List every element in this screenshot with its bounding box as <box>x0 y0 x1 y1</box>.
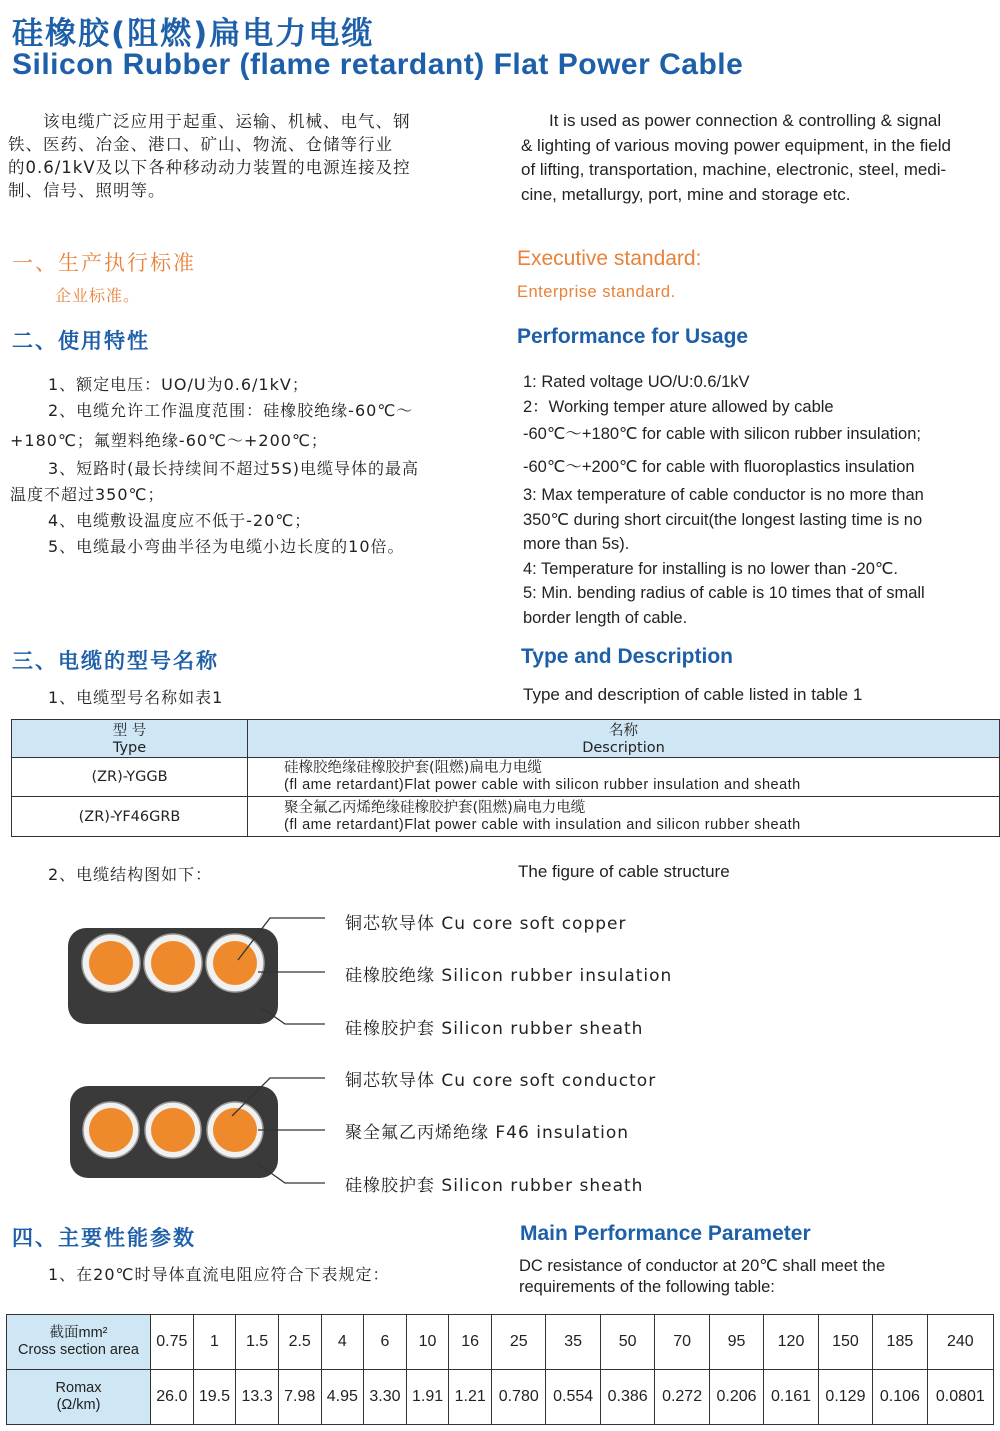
params-heading-cn: 四、主要性能参数 <box>12 1226 196 1250</box>
title-cn: 硅橡胶(阻燃)扁电力电缆 <box>12 16 375 52</box>
section-cell: 150 <box>818 1315 872 1370</box>
desc-cn: 聚全氟乙丙烯绝缘硅橡胶护套(阻燃)扁电力电缆 <box>284 799 586 816</box>
intro-cn-line: 该电缆广泛应用于起重、运输、机械、电气、钢 <box>8 112 411 131</box>
cable-structure-diagram <box>0 890 340 1200</box>
perf-en-line: -60℃～+180℃ for cable with silicon rubber insulation; <box>523 425 921 443</box>
performance-heading-en: Performance for Usage <box>517 325 749 348</box>
type-col-header <box>12 720 248 758</box>
section-cell: 70 <box>655 1315 709 1370</box>
perf-en-line: 1: Rated voltage UO/U:0.6/1kV <box>523 373 750 391</box>
conductor-shape <box>151 1108 195 1152</box>
label-conductor-2: 铜芯软导体 Cu core soft conductor <box>345 1071 657 1091</box>
perf-cn-line: 3、短路时(最长持续间不超过5S)电缆导体的最高 <box>48 459 420 478</box>
conductor-shape <box>151 941 195 985</box>
performance-list-en <box>523 370 999 630</box>
resistance-cell: 0.272 <box>655 1370 709 1425</box>
resistance-cell: 4.95 <box>321 1370 364 1425</box>
resistance-cell: 0.161 <box>764 1370 818 1425</box>
table-row <box>12 758 1000 797</box>
types-heading-cn: 三、电缆的型号名称 <box>12 649 219 673</box>
perf-en-line: 2：Working temper ature allowed by cable <box>523 397 834 416</box>
section-cell: 2.5 <box>278 1315 321 1370</box>
section-cell: 35 <box>546 1315 600 1370</box>
perf-en-line: 350℃ during short circuit(the longest lasting time is no <box>523 510 923 529</box>
desc-en: (fl ame retardant)Flat power cable with silicon rubber insulation and sheath <box>284 777 801 793</box>
label-conductor-1: 铜芯软导体 Cu core soft copper <box>345 914 627 934</box>
intro-cn-line: 铁、医药、冶金、港口、矿山、物流、仓储等行业 <box>8 135 393 154</box>
core-2 <box>144 934 202 992</box>
intro-en <box>521 109 999 207</box>
standard-heading-cn: 一、生产执行标准 <box>12 251 196 275</box>
label-insulation-1: 硅橡胶绝缘 Silicon rubber insulation <box>345 966 673 986</box>
params-sub-en <box>519 1256 885 1298</box>
perf-en-line: 4: Temperature for installing is no lower than -20℃. <box>523 559 898 578</box>
cable-yggb-cross-section <box>68 918 325 1024</box>
desc-cell <box>248 758 1000 797</box>
label-sheath-2: 硅橡胶护套 Silicon rubber sheath <box>345 1176 644 1196</box>
desc-col-header <box>248 720 1000 758</box>
label-sheath-1: 硅橡胶护套 Silicon rubber sheath <box>345 1019 644 1039</box>
sections-label <box>7 1315 151 1370</box>
core-3 <box>207 1102 263 1158</box>
perf-en-line: 5: Min. bending radius of cable is 10 times that of small <box>523 584 925 602</box>
performance-list-cn <box>10 372 490 560</box>
intro-cn-line: 制、信号、照明等。 <box>8 181 166 200</box>
section-cell: 0.75 <box>151 1315 194 1370</box>
standard-text-en: Enterprise standard. <box>517 283 676 301</box>
resistance-table <box>6 1314 994 1425</box>
section-cell: 1.5 <box>236 1315 279 1370</box>
params-sub-cn: 1、在20℃时导体直流电阻应符合下表规定： <box>48 1265 390 1284</box>
types-heading-en: Type and Description <box>521 645 733 668</box>
performance-heading-cn: 二、使用特性 <box>12 329 150 353</box>
perf-cn-line: 1、额定电压：UO/U为0.6/1kV； <box>48 375 309 394</box>
resistance-cell: 1.21 <box>449 1370 492 1425</box>
resistance-cell: 0.0801 <box>927 1370 993 1425</box>
params-sub-en-line: DC resistance of conductor at 20℃ shall meet the <box>519 1257 886 1275</box>
perf-en-line: border length of cable. <box>523 608 688 627</box>
structure-sub-en: The figure of cable structure <box>518 862 730 881</box>
section-cell: 120 <box>764 1315 818 1370</box>
perf-cn-line: 2、电缆允许工作温度范围：硅橡胶绝缘-60℃～ <box>48 401 414 420</box>
cable-yf46grb-cross-section <box>70 1078 325 1183</box>
resistance-cell: 13.3 <box>236 1370 279 1425</box>
desc-cell <box>248 797 1000 837</box>
desc-col-cn: 名称 <box>609 722 638 739</box>
label-insulation-2: 聚全氟乙丙烯绝缘 F46 insulation <box>345 1123 630 1143</box>
type-table-header <box>12 720 1000 758</box>
conductor-shape <box>89 1108 133 1152</box>
params-heading-en: Main Performance Parameter <box>520 1222 811 1245</box>
section-cell: 4 <box>321 1315 364 1370</box>
section-cell: 240 <box>927 1315 993 1370</box>
section-cell: 185 <box>873 1315 927 1370</box>
type-col-cn: 型 号 <box>112 722 147 739</box>
intro-en-line: of lifting, transportation, machine, electronic, steel, medi- <box>521 160 947 179</box>
resistance-cell: 0.106 <box>873 1370 927 1425</box>
resistance-cell: 0.206 <box>709 1370 763 1425</box>
resistance-cell: 3.30 <box>364 1370 407 1425</box>
resistance-cell: 26.0 <box>151 1370 194 1425</box>
resistance-label-2: (Ω/km) <box>56 1397 101 1413</box>
section-cell: 10 <box>406 1315 449 1370</box>
section-cell: 6 <box>364 1315 407 1370</box>
section-cell: 50 <box>600 1315 654 1370</box>
perf-cn-line: +180℃；氟塑料绝缘-60℃～+200℃； <box>10 431 328 450</box>
section-cell: 1 <box>193 1315 236 1370</box>
resistance-label-1: Romax <box>55 1380 102 1396</box>
perf-cn-line: 温度不超过350℃； <box>10 485 165 504</box>
perf-en-line: more than 5s). <box>523 535 630 553</box>
conductor-shape <box>213 941 257 985</box>
types-sub-cn: 1、电缆型号名称如表1 <box>48 688 224 707</box>
intro-en-line: & lighting of various moving power equipment, in the field <box>521 135 951 155</box>
core-1 <box>82 934 140 992</box>
conductor-shape <box>213 1108 257 1152</box>
intro-en-line: It is used as power connection & controlling & signal <box>549 111 942 130</box>
core-1 <box>83 1102 139 1158</box>
core-2 <box>145 1102 201 1158</box>
desc-col-en: Description <box>582 739 665 756</box>
types-sub-en: Type and description of cable listed in table 1 <box>523 685 863 704</box>
resistance-row <box>7 1370 994 1425</box>
perf-cn-line: 4、电缆敷设温度应不低于-20℃； <box>48 511 312 530</box>
conductor-shape <box>89 941 133 985</box>
sections-row <box>7 1315 994 1370</box>
resistance-label <box>7 1370 151 1425</box>
title-en: Silicon Rubber (flame retardant) Flat Power Cable <box>12 48 744 81</box>
perf-en-line: -60℃～+200℃ for cable with fluoroplastics insulation <box>523 457 915 476</box>
type-cell: (ZR)-YGGB <box>12 758 248 797</box>
standard-text-cn: 企业标准。 <box>55 286 141 305</box>
resistance-cell: 7.98 <box>278 1370 321 1425</box>
sections-label-en: Cross section area <box>18 1342 139 1358</box>
section-cell: 95 <box>709 1315 763 1370</box>
desc-cn: 硅橡胶绝缘硅橡胶护套(阻燃)扁电力电缆 <box>284 760 542 776</box>
core-3 <box>206 934 264 992</box>
perf-en-line: 3: Max temperature of cable conductor is no more than <box>523 486 924 504</box>
resistance-cell: 19.5 <box>193 1370 236 1425</box>
section-cell: 16 <box>449 1315 492 1370</box>
section-cell: 25 <box>492 1315 546 1370</box>
sections-label-cn: 截面mm² <box>49 1325 108 1341</box>
type-col-en: Type <box>112 739 147 756</box>
params-sub-en-line: requirements of the following table: <box>519 1278 775 1296</box>
type-table <box>11 719 1000 837</box>
resistance-cell: 1.91 <box>406 1370 449 1425</box>
resistance-cell: 0.129 <box>818 1370 872 1425</box>
perf-cn-line: 5、电缆最小弯曲半径为电缆小边长度的10倍。 <box>48 537 405 556</box>
intro-cn <box>8 110 478 202</box>
intro-en-line: cine, metallurgy, port, mine and storage etc. <box>521 184 851 204</box>
desc-en: (fl ame retardant)Flat power cable with insulation and silicon rubber sheath <box>284 816 801 833</box>
table-row <box>12 797 1000 837</box>
standard-heading-en: Executive standard: <box>517 247 702 270</box>
type-cell: (ZR)-YF46GRB <box>12 797 248 837</box>
intro-cn-line: 的0.6/1kV及以下各种移动动力装置的电源连接及控 <box>8 158 411 177</box>
resistance-cell: 0.780 <box>492 1370 546 1425</box>
structure-sub-cn: 2、电缆结构图如下： <box>48 865 213 884</box>
resistance-cell: 0.386 <box>600 1370 654 1425</box>
resistance-cell: 0.554 <box>546 1370 600 1425</box>
